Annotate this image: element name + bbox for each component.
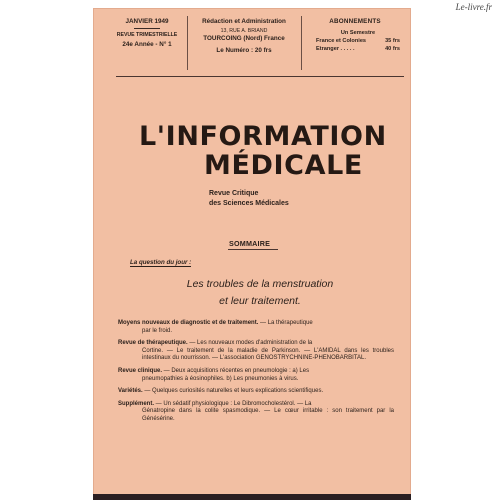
entry-text: — Deux acquisitions récentes en pneumologie : a) Les (162, 367, 310, 374)
entry-text: — Quelques curiosités naturelles et leurs explications scientifiques. (142, 388, 324, 395)
address-line: 13, RUE A. BRIAND (220, 27, 268, 34)
list-item (118, 368, 394, 383)
entry-text-continued: Cortine. — Le traitement de la maladie de Parkinson. — L'AMIDAL dans les troubles intestinaux du nourrisson. — L'association GENOSTRYCHNINE-PHENOBARBITAL. (142, 347, 394, 362)
column-separator (187, 16, 188, 70)
redaction-title: Rédaction et Administration (202, 18, 286, 25)
abonnement-label: France et Colonies (316, 38, 367, 44)
list-item (118, 388, 394, 396)
entry-text-continued: par le froid. (142, 327, 173, 334)
price-line: Le Numéro : 20 frs (216, 46, 272, 54)
entry-heading: Supplément. (118, 400, 155, 407)
entry-text: — La thérapeutique (258, 320, 313, 326)
abonnement-label: Un Semestre (340, 29, 376, 36)
headline-line1: Les troubles de la menstruation (186, 278, 334, 290)
header-issue-info (116, 18, 178, 50)
divider (134, 28, 160, 29)
city-line: TOURCOING (Nord) France (203, 35, 285, 43)
magazine-title-line1: L'INFORMATION (139, 121, 387, 152)
entry-heading: Revue clinique. (118, 367, 163, 374)
entry-text: — Un sédatif physiologique : Le Dibromocholestérol. — La (154, 400, 312, 407)
sommaire-underline (228, 249, 278, 250)
watermark: Le-livre.fr (455, 2, 492, 12)
list-item (118, 401, 394, 424)
header-abonnements (306, 18, 404, 54)
abonnement-row (306, 29, 404, 37)
abonnement-row (306, 45, 404, 53)
dark-bottom-edge (93, 494, 411, 500)
magazine-subtitle (209, 189, 289, 208)
entry-text-continued: Génatropine dans la colite spasmodique. — Le cœur irritable : son traitement par la Génésérine. (142, 408, 394, 422)
subtitle-line2: des Sciences Médicales (209, 199, 289, 207)
entry-text: — Les nouveaux modes d'administration de la (187, 340, 313, 347)
sommaire-list (118, 320, 394, 429)
abonnement-row (306, 37, 404, 45)
headline-line2: et leur traitement. (219, 295, 301, 307)
abonnements-title: ABONNEMENTS (329, 18, 381, 25)
column-separator (301, 16, 302, 70)
header-rule (116, 76, 404, 77)
entry-heading: Revue de thérapeutique. (118, 340, 188, 347)
magazine-title-line2: MÉDICALE (204, 150, 363, 181)
issue-number: 24e Année - N° 1 (122, 41, 172, 49)
abonnement-price: 40 frs (385, 46, 400, 53)
issue-date: JANVIER 1949 (125, 18, 169, 25)
abonnement-label: Etranger . . . . . (316, 46, 355, 53)
sommaire-heading: SOMMAIRE (229, 239, 271, 248)
list-item (118, 340, 394, 363)
revue-type: REVUE TRIMESTRIELLE (116, 31, 178, 38)
abonnement-price: 35 frs (385, 38, 400, 44)
list-item (118, 320, 394, 335)
entry-heading: Moyens nouveaux de diagnostic et de traitement. (118, 320, 259, 326)
entry-text-continued: pneumopathies à éosinophiles. b) Les pneumonies à virus. (142, 375, 299, 382)
subtitle-line1: Revue Critique (209, 190, 259, 197)
entry-heading: Variétés. (118, 388, 143, 395)
header-redaction (192, 18, 296, 55)
question-du-jour-label: La question du jour : (130, 259, 192, 266)
